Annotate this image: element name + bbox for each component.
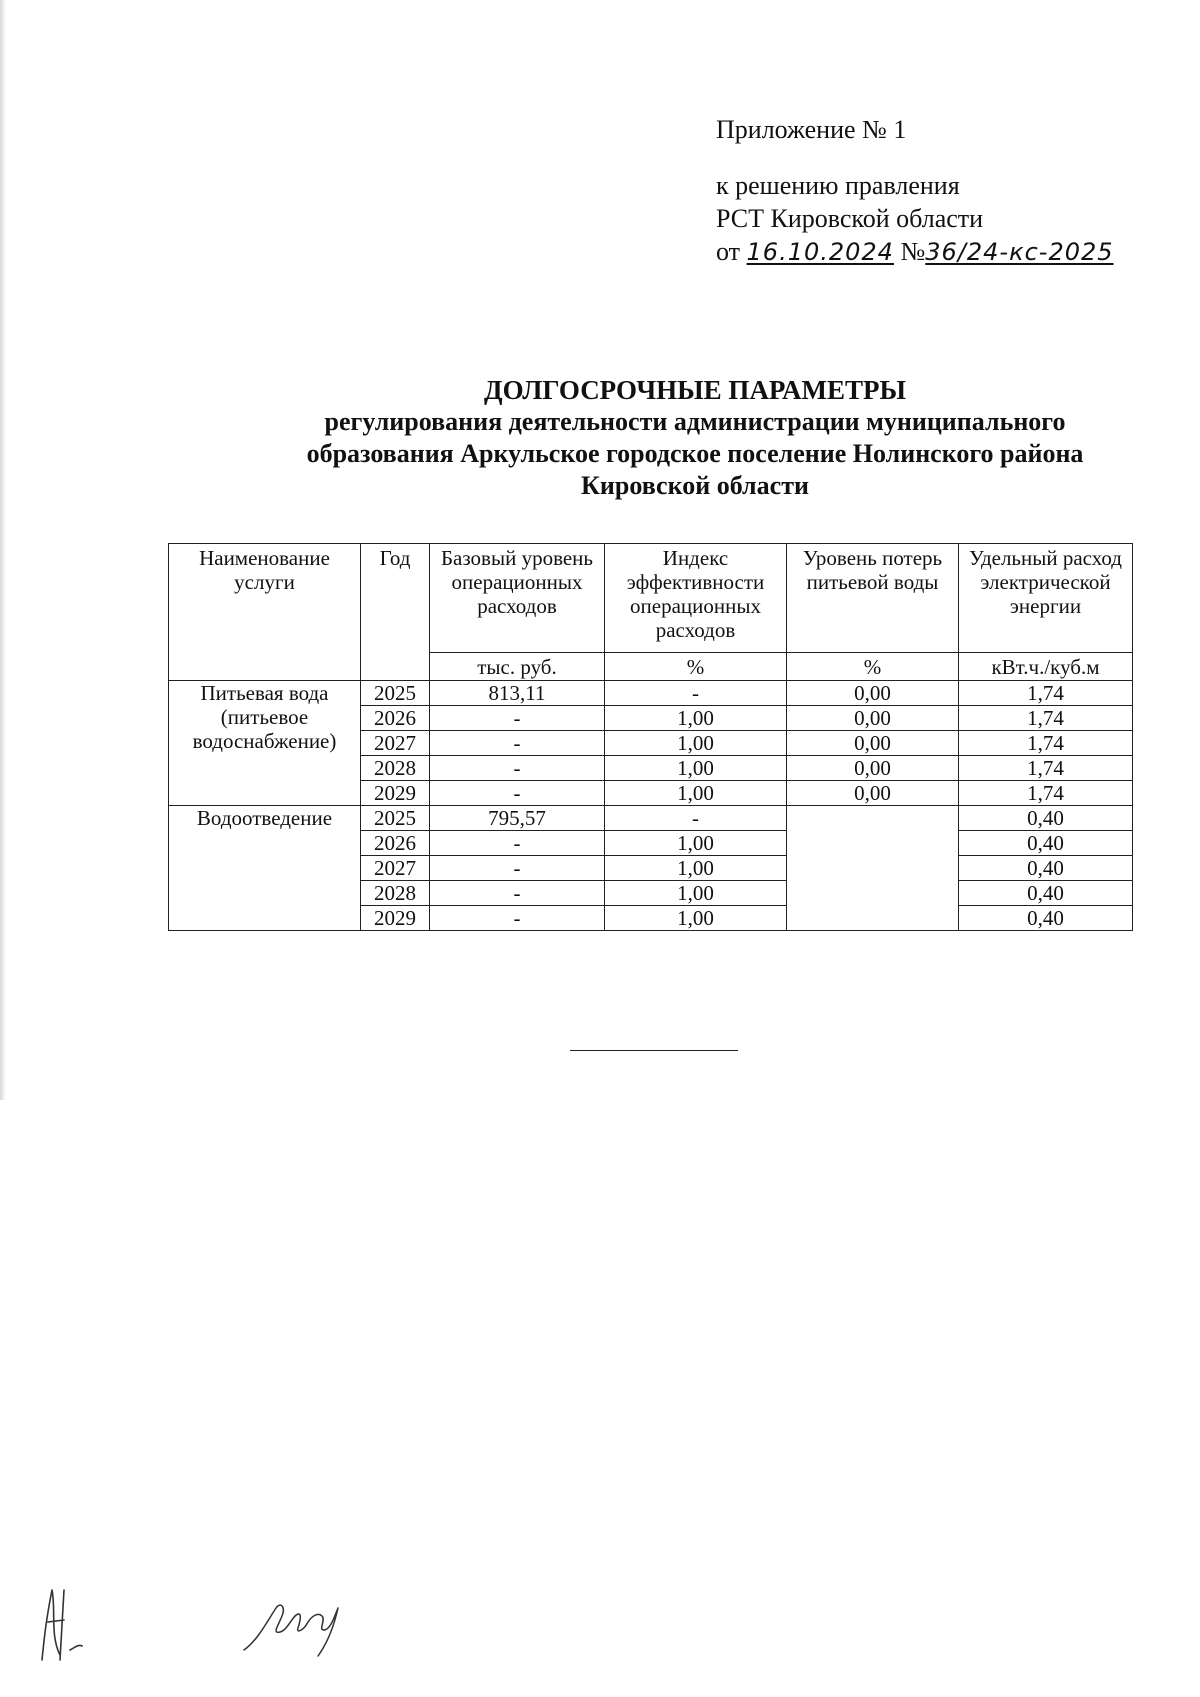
cell-year: 2025: [361, 806, 430, 831]
cell-index: 1,00: [605, 706, 787, 731]
cell-base: -: [430, 781, 605, 806]
header-year: Год: [361, 544, 430, 681]
cell-losses: 0,00: [787, 681, 959, 706]
header-service: Наименование услуги: [169, 544, 361, 681]
table-row: [169, 681, 1133, 706]
unit-losses: %: [787, 653, 959, 681]
cell-base: -: [430, 831, 605, 856]
cell-energy: 1,74: [959, 731, 1133, 756]
cell-energy: 0,40: [959, 831, 1133, 856]
handwritten-date: 16.10.2024: [746, 238, 894, 266]
cell-losses: 0,00: [787, 731, 959, 756]
header-water-losses: Уровень потерь питьевой воды: [787, 544, 959, 653]
appendix-decision: к решению правления: [716, 171, 960, 200]
document-title: [150, 374, 1200, 502]
number-prefix: №: [900, 237, 926, 266]
cell-year: 2025: [361, 681, 430, 706]
cell-base: 813,11: [430, 681, 605, 706]
cell-base: -: [430, 756, 605, 781]
initials-mark: [30, 1560, 90, 1670]
scan-edge: [0, 0, 6, 1100]
cell-energy: 1,74: [959, 706, 1133, 731]
handwritten-number: 36/24-кс-2025: [925, 238, 1114, 266]
cell-index: -: [605, 681, 787, 706]
cell-year: 2028: [361, 881, 430, 906]
header-base-level: Базовый уровень операционных расходов: [430, 544, 605, 653]
service-wastewater: Водоотведение: [169, 806, 361, 931]
title-line-3: Кировской области: [581, 471, 809, 500]
cell-index: 1,00: [605, 856, 787, 881]
cell-base: -: [430, 731, 605, 756]
header-row: [169, 544, 1133, 653]
cell-base: -: [430, 856, 605, 881]
cell-index: -: [605, 806, 787, 831]
cell-index: 1,00: [605, 731, 787, 756]
cell-energy: 0,40: [959, 806, 1133, 831]
cell-year: 2026: [361, 831, 430, 856]
cell-energy: 1,74: [959, 756, 1133, 781]
appendix-authority: РСТ Кировской области: [716, 204, 984, 233]
cell-base: -: [430, 906, 605, 931]
title-main: ДОЛГОСРОЧНЫЕ ПАРАМЕТРЫ: [484, 375, 906, 405]
signature-mark: [238, 1590, 348, 1660]
cell-year: 2028: [361, 756, 430, 781]
cell-losses: 0,00: [787, 706, 959, 731]
unit-base: тыс. руб.: [430, 653, 605, 681]
cell-losses: 0,00: [787, 756, 959, 781]
cell-losses-empty: [787, 806, 959, 931]
cell-base: -: [430, 881, 605, 906]
appendix-number: Приложение № 1: [716, 115, 907, 144]
unit-index: %: [605, 653, 787, 681]
appendix-date-line: [716, 235, 1114, 269]
cell-base: 795,57: [430, 806, 605, 831]
closing-rule: [570, 1050, 738, 1051]
cell-energy: 0,40: [959, 856, 1133, 881]
cell-energy: 1,74: [959, 681, 1133, 706]
cell-year: 2029: [361, 906, 430, 931]
cell-energy: 0,40: [959, 881, 1133, 906]
header-efficiency-index: Индекс эффективности операционных расходов: [605, 544, 787, 653]
appendix-block: [716, 113, 1114, 269]
header-energy-consumption: Удельный расход электрической энергии: [959, 544, 1133, 653]
parameters-table: [168, 543, 1133, 931]
cell-year: 2029: [361, 781, 430, 806]
cell-index: 1,00: [605, 831, 787, 856]
cell-index: 1,00: [605, 756, 787, 781]
cell-index: 1,00: [605, 781, 787, 806]
cell-year: 2027: [361, 856, 430, 881]
cell-energy: 0,40: [959, 906, 1133, 931]
cell-base: -: [430, 706, 605, 731]
cell-year: 2026: [361, 706, 430, 731]
cell-year: 2027: [361, 731, 430, 756]
cell-losses: 0,00: [787, 781, 959, 806]
date-prefix: от: [716, 237, 741, 266]
service-drinking-water: Питьевая вода (питьевое водоснабжение): [169, 681, 361, 806]
table-row: [169, 806, 1133, 831]
cell-index: 1,00: [605, 881, 787, 906]
title-line-2: образования Аркульское городское поселение Нолинского района: [306, 439, 1084, 468]
cell-energy: 1,74: [959, 781, 1133, 806]
title-line-1: регулирования деятельности администрации муниципального: [324, 407, 1066, 436]
cell-index: 1,00: [605, 906, 787, 931]
unit-energy: кВт.ч./куб.м: [959, 653, 1133, 681]
